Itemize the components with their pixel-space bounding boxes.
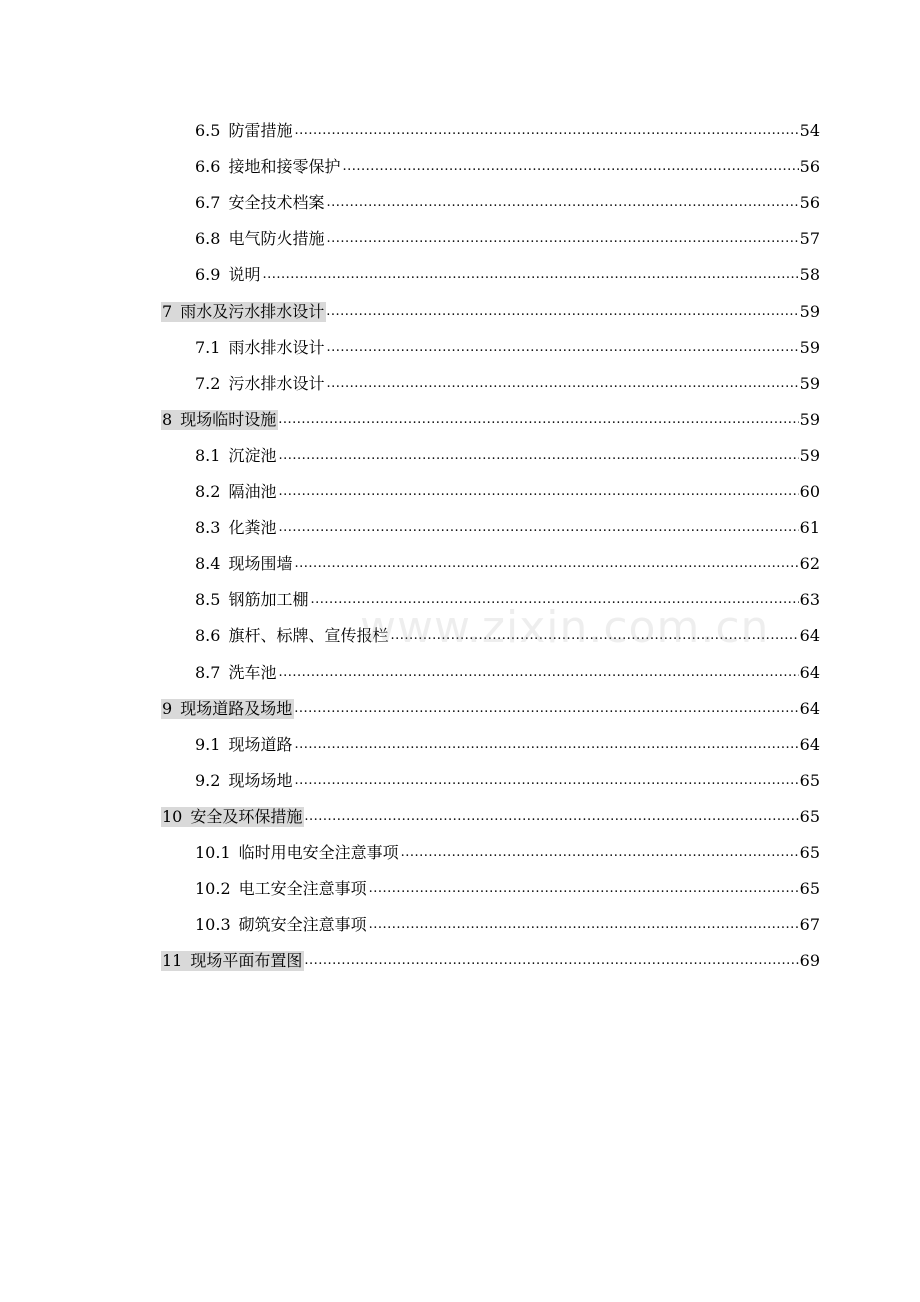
toc-entry[interactable] [162, 184, 820, 220]
toc-entry-number: 10 [162, 806, 183, 826]
dot-leader [326, 193, 798, 213]
toc-entry-text: 砌筑安全注意事项 [238, 915, 367, 935]
toc-entry-text: 防雷措施 [228, 121, 293, 141]
toc-entry-number: 6.5 [195, 121, 221, 141]
dot-leader [278, 446, 798, 466]
toc-entry-number: 11 [162, 951, 183, 971]
toc-entry-text: 现场平面布置图 [190, 951, 303, 971]
toc-entry-title [195, 626, 390, 646]
dot-leader [342, 157, 798, 177]
toc-entry-page: 56 [799, 193, 820, 213]
dot-leader [326, 302, 798, 322]
toc-entry[interactable] [162, 112, 820, 148]
dot-leader [401, 843, 799, 863]
toc-entry-number: 7.2 [195, 373, 221, 393]
toc-entry-number: 10.3 [195, 915, 231, 935]
dot-leader [390, 626, 798, 646]
toc-entry-page: 65 [799, 806, 820, 826]
dot-leader [294, 735, 798, 755]
toc-entry-page: 64 [799, 662, 820, 682]
toc-entry-title [195, 915, 369, 935]
toc-entry-number: 9.1 [195, 734, 221, 754]
toc-entry-title [195, 518, 278, 538]
toc-entry-number: 7.1 [195, 337, 221, 357]
toc-entry[interactable] [162, 906, 820, 942]
toc-entry-title [195, 157, 342, 177]
toc-entry-title [161, 410, 278, 430]
toc-entry[interactable] [162, 581, 820, 617]
toc-entry-number: 8 [162, 409, 173, 429]
toc-entry-number: 10.2 [195, 879, 231, 899]
toc-entry-title [195, 879, 369, 899]
toc-entry-page: 59 [799, 337, 820, 357]
toc-entry-page: 65 [799, 842, 820, 862]
toc-entry-number: 6.9 [195, 265, 221, 285]
toc-entry-number: 6.8 [195, 229, 221, 249]
toc-entry-title [195, 843, 401, 863]
toc-entry-text: 电工安全注意事项 [238, 879, 367, 899]
toc-entry-text: 污水排水设计 [228, 373, 325, 393]
toc-entry-number: 8.5 [195, 590, 221, 610]
toc-entry-title [161, 302, 326, 322]
toc-entry-page: 61 [799, 518, 820, 538]
toc-entry-text: 隔油池 [228, 482, 277, 502]
toc-entry-page: 59 [799, 409, 820, 429]
dot-leader [278, 482, 798, 502]
toc-entry-title [195, 771, 294, 791]
toc-entry[interactable] [162, 220, 820, 256]
toc-entry-page: 59 [799, 301, 820, 321]
toc-entry-page: 67 [799, 915, 820, 935]
toc-entry-text: 洗车池 [228, 662, 277, 682]
toc-entry[interactable] [162, 617, 820, 653]
toc-entry-number: 8.2 [195, 482, 221, 502]
toc-entry-text: 临时用电安全注意事项 [238, 842, 399, 862]
toc-entry-number: 8.1 [195, 445, 221, 465]
toc-entry[interactable] [162, 653, 820, 689]
toc-entry[interactable] [162, 473, 820, 509]
toc-entry-page: 69 [799, 951, 820, 971]
toc-entry-title [161, 951, 304, 971]
toc-entry-page: 58 [799, 265, 820, 285]
dot-leader [369, 879, 799, 899]
toc-entry-number: 6.7 [195, 193, 221, 213]
toc-entry-page: 59 [799, 445, 820, 465]
dot-leader [278, 663, 798, 683]
toc-entry-page: 63 [799, 590, 820, 610]
toc-entry-title [195, 193, 326, 213]
toc-entry-number: 8.6 [195, 626, 221, 646]
toc-entry-text: 现场临时设施 [180, 409, 277, 429]
toc-chapter-entry[interactable] [162, 401, 820, 437]
toc-entry[interactable] [162, 365, 820, 401]
toc-entry-title [195, 374, 326, 394]
toc-entry[interactable] [162, 509, 820, 545]
dot-leader [326, 338, 798, 358]
toc-entry-text: 现场围墙 [228, 554, 293, 574]
toc-entry-number: 8.3 [195, 518, 221, 538]
toc-entry-text: 现场场地 [228, 770, 293, 790]
toc-entry-text: 说明 [228, 265, 261, 285]
toc-entry-title [195, 554, 294, 574]
toc-entry-number: 6.6 [195, 157, 221, 177]
toc-chapter-entry[interactable] [162, 292, 820, 328]
toc-entry-number: 7 [162, 301, 173, 321]
toc-entry-number: 10.1 [195, 842, 231, 862]
toc-entry[interactable] [162, 437, 820, 473]
dot-leader [304, 951, 798, 971]
toc-entry-text: 旗杆、标牌、宣传报栏 [228, 626, 389, 646]
toc-entry-page: 62 [799, 554, 820, 574]
toc-chapter-entry[interactable] [162, 690, 820, 726]
toc-entry-text: 钢筋加工棚 [228, 590, 309, 610]
toc-entry[interactable] [162, 545, 820, 581]
toc-entry[interactable] [162, 762, 820, 798]
dot-leader [294, 554, 798, 574]
dot-leader [262, 265, 798, 285]
toc-chapter-entry[interactable] [162, 942, 820, 978]
dot-leader [278, 410, 798, 430]
toc-entry-page: 57 [799, 229, 820, 249]
dot-leader [304, 807, 798, 827]
toc-entry-title [195, 446, 278, 466]
toc-entry-text: 沉淀池 [228, 445, 277, 465]
toc-entry-title [195, 338, 326, 358]
toc-entry-number: 9 [162, 698, 173, 718]
toc-entry[interactable] [162, 870, 820, 906]
toc-entry-page: 65 [799, 879, 820, 899]
toc-entry-title [195, 265, 262, 285]
dot-leader [326, 229, 798, 249]
toc-entry-text: 电气防火措施 [228, 229, 325, 249]
toc-entry-text: 接地和接零保护 [228, 157, 341, 177]
dot-leader [326, 374, 798, 394]
toc-entry-page: 54 [799, 121, 820, 141]
toc-entry-title [195, 482, 278, 502]
watermark: www.zixin.com.cn [360, 602, 770, 653]
toc-entry-title [195, 229, 326, 249]
toc-entry-page: 64 [799, 734, 820, 754]
toc-entry-page: 56 [799, 157, 820, 177]
toc-entry-text: 安全技术档案 [228, 193, 325, 213]
table-of-contents [162, 112, 820, 978]
toc-entry[interactable] [162, 834, 820, 870]
toc-chapter-entry[interactable] [162, 798, 820, 834]
toc-entry[interactable] [162, 256, 820, 292]
dot-leader [278, 518, 798, 538]
toc-entry-text: 现场道路及场地 [180, 698, 293, 718]
toc-entry[interactable] [162, 726, 820, 762]
toc-entry-page: 59 [799, 373, 820, 393]
toc-entry[interactable] [162, 329, 820, 365]
toc-entry-number: 9.2 [195, 770, 221, 790]
toc-entry-page: 64 [799, 698, 820, 718]
toc-entry-title [195, 121, 294, 141]
toc-entry-text: 雨水及污水排水设计 [180, 301, 325, 321]
toc-entry-page: 64 [799, 626, 820, 646]
toc-entry-title [195, 663, 278, 683]
toc-entry-text: 安全及环保措施 [190, 806, 303, 826]
dot-leader [294, 771, 798, 791]
dot-leader [294, 121, 798, 141]
toc-entry-text: 雨水排水设计 [228, 337, 325, 357]
dot-leader [369, 915, 799, 935]
toc-entry-title [161, 699, 294, 719]
toc-entry-text: 现场道路 [228, 734, 293, 754]
toc-entry-title [195, 735, 294, 755]
toc-entry-text: 化粪池 [228, 518, 277, 538]
toc-entry-page: 60 [799, 482, 820, 502]
toc-entry-page: 65 [799, 770, 820, 790]
toc-entry-number: 8.4 [195, 554, 221, 574]
dot-leader [294, 699, 798, 719]
toc-entry-title [161, 807, 304, 827]
toc-entry[interactable] [162, 148, 820, 184]
toc-entry-number: 8.7 [195, 662, 221, 682]
dot-leader [310, 590, 798, 610]
toc-entry-title [195, 590, 310, 610]
